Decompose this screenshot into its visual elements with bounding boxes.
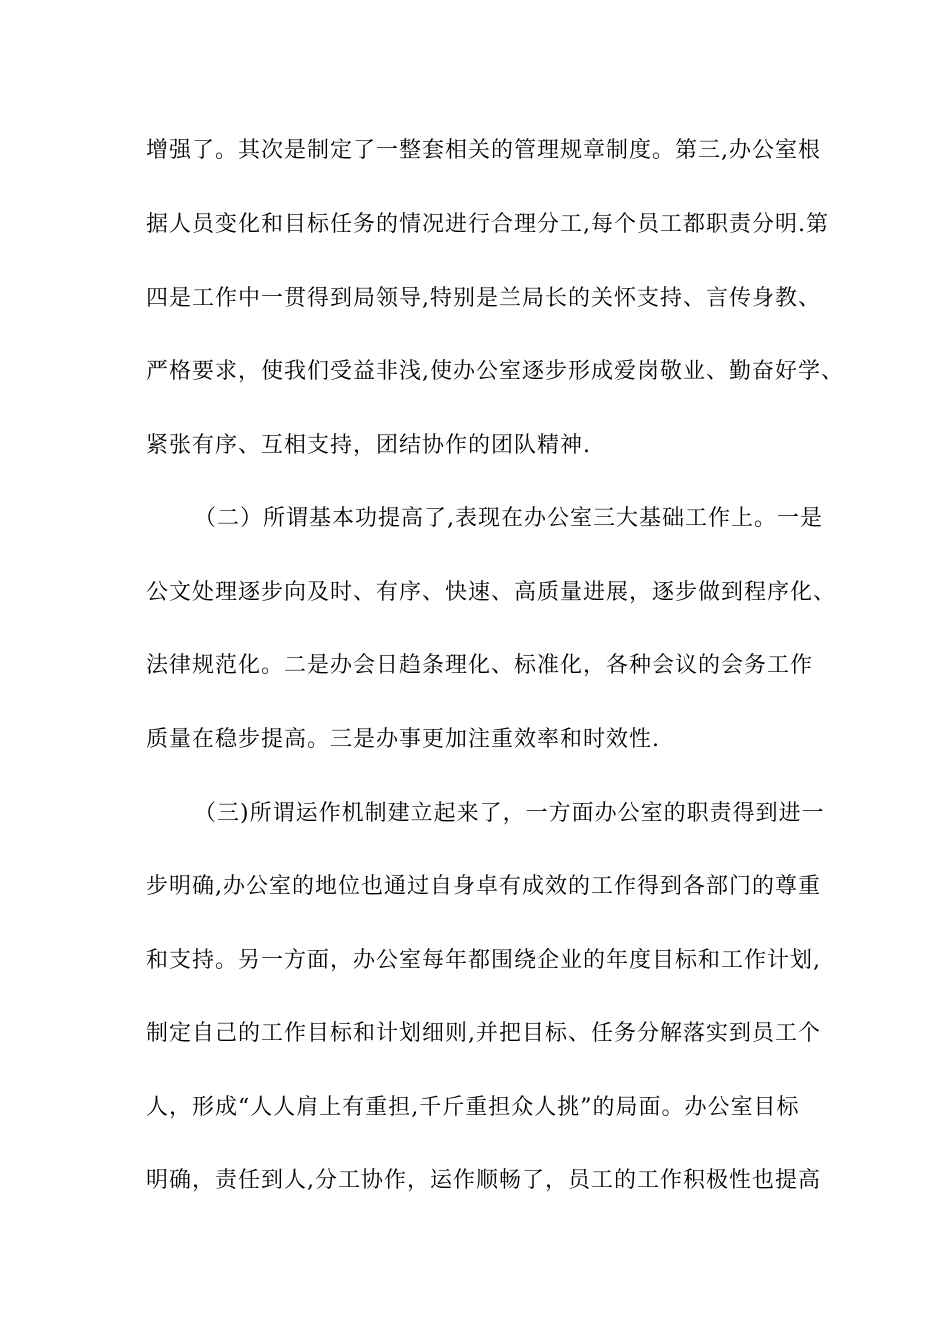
body-text-line: 步明确,办公室的地位也通过自身卓有成效的工作得到各部门的尊重: [146, 874, 821, 899]
body-text-line: 明确，责任到人,分工协作，运作顺畅了，员工的工作积极性也提高: [146, 1168, 821, 1193]
body-text-line: 四是工作中一贯得到局领导,特别是兰局长的关怀支持、言传身教、: [146, 286, 821, 311]
body-text-line: 公文处理逐步向及时、有序、快速、高质量进展，逐步做到程序化、: [146, 580, 837, 605]
paragraph-start-line: （三)所谓运作机制建立起来了，一方面办公室的职责得到进一: [194, 801, 825, 826]
body-text-line: 据人员变化和目标任务的情况进行合理分工,每个员工都职责分明.第: [146, 212, 829, 237]
body-text-line: 人，形成“人人肩上有重担,千斤重担众人挑”的局面。办公室目标: [146, 1095, 800, 1120]
body-text-line: 法律规范化。二是办会日趋条理化、标准化，各种会议的会务工作: [146, 653, 814, 678]
body-text-line: 制定自己的工作目标和计划细则,并把目标、任务分解落实到员工个: [146, 1021, 821, 1046]
body-text-line: 质量在稳步提高。三是办事更加注重效率和时效性.: [146, 727, 660, 752]
body-text-line: 和支持。另一方面，办公室每年都围绕企业的年度目标和工作计划,: [146, 948, 821, 973]
body-text-line: 紧张有序、互相支持，团结协作的团队精神.: [146, 433, 591, 458]
body-text-line: 增强了。其次是制定了一整套相关的管理规章制度。第三,办公室根: [146, 138, 821, 163]
paragraph-start-line: （二）所谓基本功提高了,表现在办公室三大基础工作上。一是: [194, 506, 823, 531]
body-text-line: 严格要求，使我们受益非浅,使办公室逐步形成爱岗敬业、勤奋好学、: [146, 359, 844, 384]
